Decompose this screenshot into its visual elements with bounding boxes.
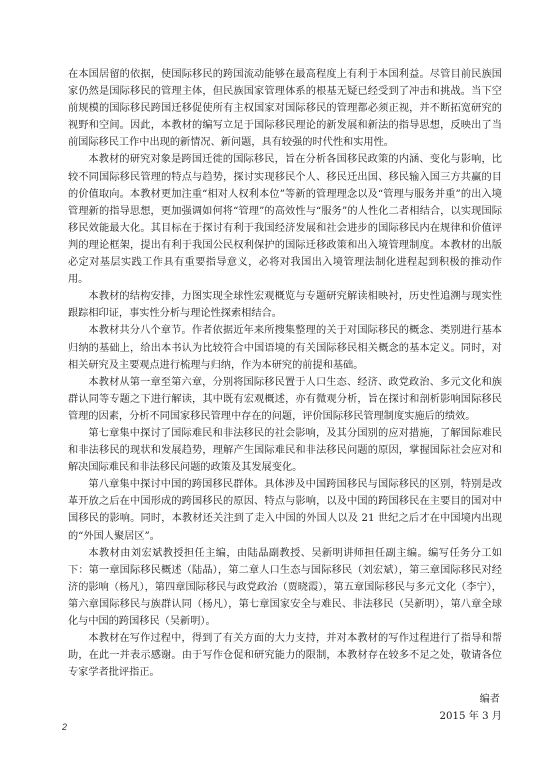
paragraph-acknowledgements: 本教材在写作过程中，得到了有关方面的大力支持，并对本教材的写作过程进行了指导和帮助，在此一并表示感谢。由于写作仓促和研究能力的限制，本教材存在较多不足之处，敬请各位专家学者批评指正。 (68, 633, 502, 679)
document-body (68, 66, 502, 725)
paragraph-authors: 本教材由刘宏斌教授担任主编，由陆晶副教授、吴新明讲师担任副主编。编写任务分工如下：第一章国际移民概述（陆晶），第二章人口生态与国际移民（刘宏斌），第三章国际移民对经济的影响（杨凡），第四章国际移民与政党政治（贾晓霞），第五章国际移民与多元文化（李宁），第六章国际移民与族群认同（杨凡），第七章国家安全与难民、非法移民（吴新明），第八章全球化与中国的跨国移民（吴新明）。 (68, 547, 502, 627)
signature-date: 2015 年 3 月 (439, 711, 502, 723)
paragraph-chapters-one-to-six: 本教材从第一章至第六章，分别将国际移民置于人口生态、经济、政党政治、多元文化和族群认同等专题之下进行解读，其中既有宏观概述，亦有微观分析，旨在探讨和剖析影响国际移民管理的因素，分析不同国家移民管理中存在的问题，评价国际移民管理制度实施后的绩效。 (68, 376, 502, 422)
paragraph-chapters-overview: 本教材共分八个章节。作者依据近年来所搜集整理的关于对国际移民的概念、类别进行基本归纳的基础上，给出本书认为比较符合中国语境的有关国际移民相关概念的基本定义。同时，对相关研究及主要观点进行梳理与归纳，作为本研究的前提和基础。 (68, 325, 502, 371)
paragraph-chapter-eight: 第八章集中探讨中国的跨国移民群体。具体涉及中国跨国移民与国际移民的区别，特别是改革开放之后在中国形成的跨国移民的原因、特点与影响，以及中国的跨国移民在主要目的国对中国移民的影响。同时，本教材还关注到了走入中国的外国人以及 21 世纪之后才在中国境内出现的“外国人聚居区”。 (68, 479, 502, 542)
paragraph-research-object: 本教材的研究对象是跨国迁徙的国际移民，旨在分析各国移民政策的内涵、变化与影响，比较不同国际移民管理的特点与趋势，探讨实现移民个人、移民迁出国、移民输入国三方共赢的目的价值取向。本教材更加注重“相对人权利本位”等新的管理理念以及“管理与服务并重”的出入境管理新的指导思想，更加强调如何将“管理”的高效性与“服务”的人性化二者相结合，以实现国际移民效能最大化。其目标在于探讨有利于我国经济发展和社会进步的国际移民内在规律和价值评判的理论框架，提出有利于我国公民权利保护的国际迁移政策和出入境管理制度。本教材的出版必定对基层实践工作具有重要指导意义，必将对我国出入境管理法制化进程起到积极的推动作用。 (68, 154, 502, 286)
signature-author: 编者 (479, 694, 500, 706)
paragraph-chapter-seven: 第七章集中探讨了国际难民和非法移民的社会影响，及其分国别的应对措施，了解国际难民和非法移民的现状和发展趋势，理解产生国际难民和非法移民问题的原因，掌握国际社会应对和解决国际难民和非法移民问题的政策及其发展变化。 (68, 427, 502, 474)
paragraph-structure: 本教材的结构安排，力图实现全球性宏观概览与专题研究解读相映衬，历史性追溯与现实性跟踪相印证，事实性分析与理论性探索相结合。 (68, 291, 502, 320)
paragraph-intro-continuation: 在本国居留的依据，使国际移民的跨国流动能够在最高程度上有利于本国利益。尽管目前民族国家仍然是国际移民的管理主体，但民族国家管理体系的根基无疑已经受到了冲击和挑战。当下空前规模的国际移民跨国迁移促使所有主权国家对国际移民的管理都必须正视，并不断拓宽研究的视野和空间。因此，本教材的编写立足于国际移民理论的新发展和新法的指导思想，反映出了当前国际移民工作中出现的新情况、新问题，具有较强的时代性和实用性。 (68, 69, 502, 149)
page-number: 2 (62, 722, 68, 732)
